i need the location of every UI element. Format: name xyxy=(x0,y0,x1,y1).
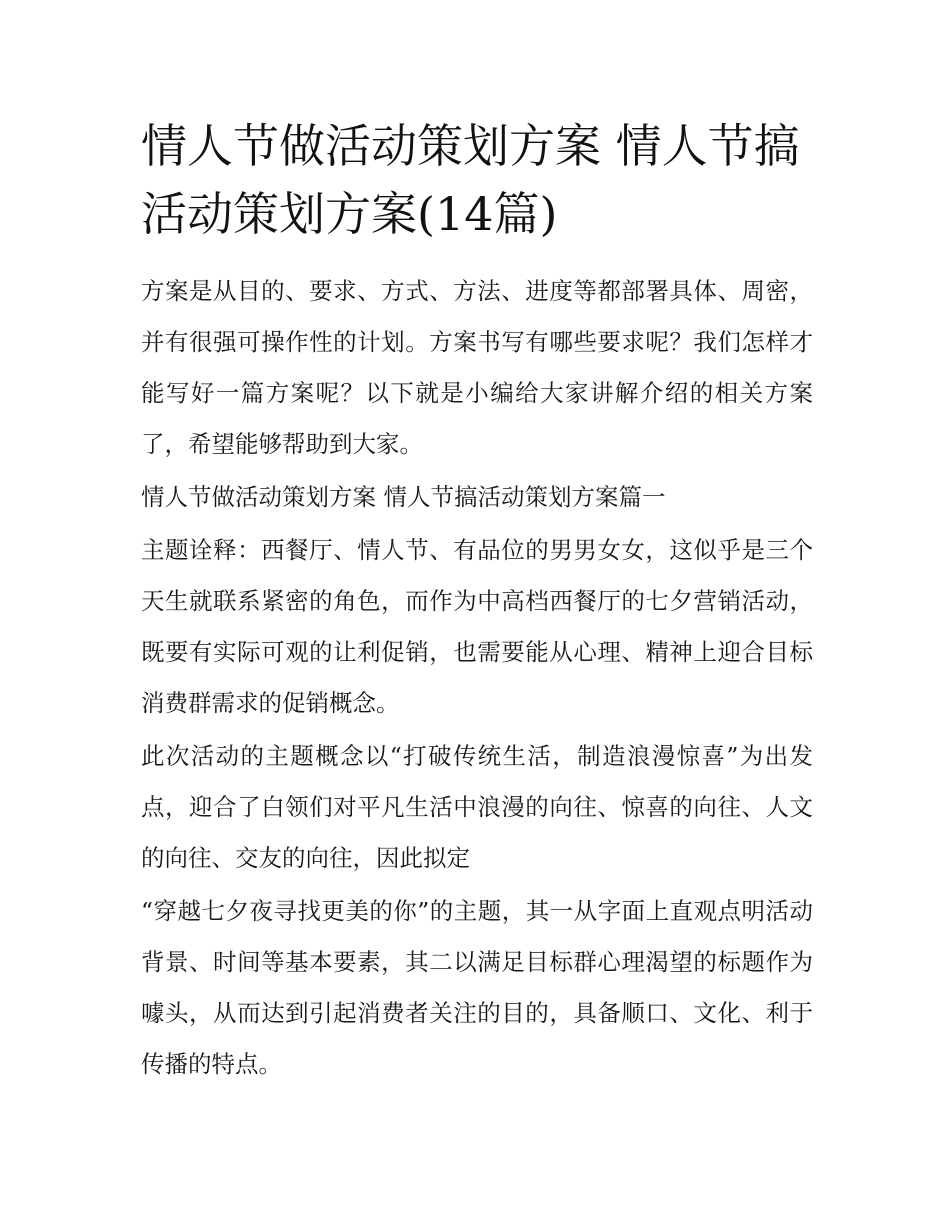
document-body xyxy=(141,112,813,1092)
intro-paragraph: 方案是从目的、要求、方式、方法、进度等都部署具体、周密，并有很强可操作性的计划。方案书写有哪些要求呢？我们怎样才能写好一篇方案呢？以下就是小编给大家讲解介绍的相关方案了，希望能够帮助到大家。 xyxy=(141,277,813,458)
section-heading: 情人节做活动策划方案 情人节搞活动策划方案篇一 xyxy=(141,483,666,511)
slogan-paragraph: “穿越七夕夜寻找更美的你”的主题，其一从字面上直观点明活动背景、时间等基本要素，其二以满足目标群心理渴望的标题作为噱头，从而达到引起消费者关注的目的，具备顺口、文化、利于传播的特点。 xyxy=(141,897,813,1078)
theme-paragraph: 主题诠释：西餐厅、情人节、有品位的男男女女，这似乎是三个天生就联系紧密的角色，而作为中高档西餐厅的七夕营销活动，既要有实际可观的让利促销，也需要能从心理、精神上迎合目标消费群需求的促销概念。 xyxy=(141,536,813,717)
concept-paragraph: 此次活动的主题概念以“打破传统生活，制造浪漫惊喜”为出发点，迎合了白领们对平凡生活中浪漫的向往、惊喜的向往、人文的向往、交友的向往，因此拟定 xyxy=(141,742,813,872)
document-title: 情人节做活动策划方案 情人节搞活动策划方案(14篇) xyxy=(141,119,800,241)
